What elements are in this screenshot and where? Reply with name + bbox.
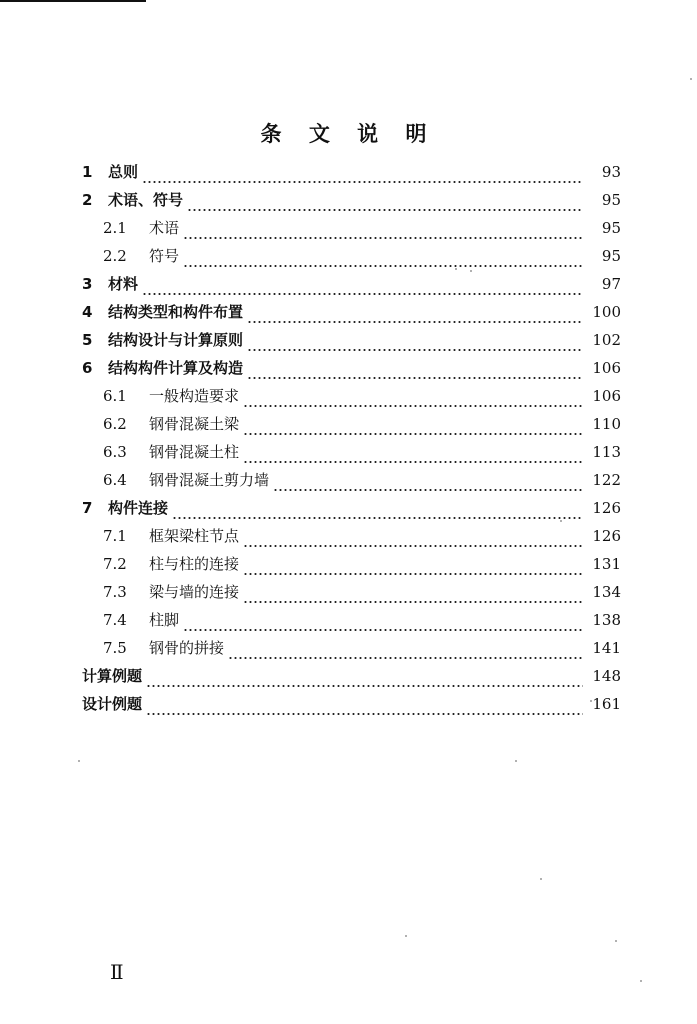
toc-entry-label: 设计例题 bbox=[82, 695, 143, 713]
toc-entry-page-number: 131 bbox=[592, 555, 621, 573]
toc-entry-page-number: 126 bbox=[592, 527, 621, 545]
toc-entry-page-number: 95 bbox=[601, 191, 621, 209]
dot-leader bbox=[183, 216, 583, 240]
toc-entry-number: 5 bbox=[82, 331, 93, 349]
dot-leader bbox=[146, 692, 583, 716]
toc-entry[interactable] bbox=[103, 580, 621, 604]
toc-entry-page-number: 141 bbox=[592, 639, 621, 657]
page-title: 条 文 说 明 bbox=[260, 122, 437, 146]
toc-entry-number: 7.1 bbox=[103, 527, 127, 545]
toc-entry-label: 钢骨混凝土柱 bbox=[149, 443, 240, 461]
dot-leader bbox=[247, 328, 583, 352]
dot-leader bbox=[146, 664, 583, 688]
toc-entry-label: 总则 bbox=[108, 163, 139, 181]
toc-entry[interactable] bbox=[82, 496, 621, 520]
dot-leader bbox=[243, 552, 583, 576]
toc-entry[interactable] bbox=[82, 328, 621, 352]
toc-entry-number: 7.2 bbox=[103, 555, 127, 573]
dot-leader bbox=[243, 440, 583, 464]
toc-entry-number: 7.4 bbox=[103, 611, 127, 629]
toc-entry-label: 构件连接 bbox=[108, 499, 169, 517]
toc-entry[interactable] bbox=[82, 160, 621, 184]
toc-entry-label: 结构构件计算及构造 bbox=[108, 359, 244, 377]
dot-leader bbox=[187, 188, 583, 212]
dot-leader bbox=[228, 636, 583, 660]
table-of-contents bbox=[0, 160, 697, 720]
toc-entry-page-number: 122 bbox=[592, 471, 621, 489]
dot-leader bbox=[243, 412, 583, 436]
toc-entry-label: 梁与墙的连接 bbox=[149, 583, 240, 601]
toc-entry-label: 钢骨混凝土剪力墙 bbox=[149, 471, 270, 489]
dot-leader bbox=[273, 468, 583, 492]
toc-entry-page-number: 102 bbox=[592, 331, 621, 349]
toc-entry-page-number: 95 bbox=[601, 247, 621, 265]
toc-entry-page-number: 110 bbox=[592, 415, 621, 433]
toc-entry-label: 框架梁柱节点 bbox=[149, 527, 240, 545]
dot-leader bbox=[243, 580, 583, 604]
top-rule bbox=[0, 0, 146, 2]
toc-entry[interactable] bbox=[103, 524, 621, 548]
toc-entry-number: 6.3 bbox=[103, 443, 127, 461]
toc-entry-page-number: 161 bbox=[592, 695, 621, 713]
dot-leader bbox=[183, 244, 583, 268]
toc-entry[interactable] bbox=[82, 188, 621, 212]
scan-speck bbox=[690, 78, 692, 80]
toc-entry-number: 7 bbox=[82, 499, 93, 517]
scan-speck bbox=[615, 940, 617, 942]
toc-entry-page-number: 106 bbox=[592, 387, 621, 405]
toc-entry-number: 7.5 bbox=[103, 639, 127, 657]
toc-entry[interactable] bbox=[103, 552, 621, 576]
scan-speck bbox=[455, 268, 457, 270]
toc-entry[interactable] bbox=[82, 272, 621, 296]
toc-entry-page-number: 100 bbox=[592, 303, 621, 321]
toc-entry[interactable] bbox=[103, 468, 621, 492]
dot-leader bbox=[183, 608, 583, 632]
scan-speck bbox=[470, 270, 472, 272]
toc-entry-label: 钢骨混凝土梁 bbox=[149, 415, 240, 433]
dot-leader bbox=[243, 524, 583, 548]
toc-entry-number: 6.1 bbox=[103, 387, 127, 405]
scan-speck bbox=[590, 700, 592, 702]
toc-entry-label: 一般构造要求 bbox=[149, 387, 240, 405]
toc-entry-label: 计算例题 bbox=[82, 667, 143, 685]
toc-entry[interactable] bbox=[82, 664, 621, 688]
toc-entry-page-number: 113 bbox=[592, 443, 621, 461]
toc-entry-number: 6.4 bbox=[103, 471, 127, 489]
scan-speck bbox=[560, 520, 562, 522]
toc-entry-page-number: 148 bbox=[592, 667, 621, 685]
scan-speck bbox=[640, 980, 642, 982]
toc-entry-page-number: 126 bbox=[592, 499, 621, 517]
toc-entry-label: 材料 bbox=[108, 275, 139, 293]
toc-entry-label: 结构类型和构件布置 bbox=[108, 303, 244, 321]
toc-entry-page-number: 106 bbox=[592, 359, 621, 377]
scan-speck bbox=[540, 878, 542, 880]
toc-entry-page-number: 138 bbox=[592, 611, 621, 629]
toc-entry[interactable] bbox=[103, 440, 621, 464]
toc-entry[interactable] bbox=[82, 356, 621, 380]
toc-entry-number: 1 bbox=[82, 163, 93, 181]
toc-entry[interactable] bbox=[103, 384, 621, 408]
toc-entry-number: 4 bbox=[82, 303, 93, 321]
toc-entry-page-number: 93 bbox=[601, 163, 621, 181]
toc-entry-label: 钢骨的拼接 bbox=[149, 639, 225, 657]
dot-leader bbox=[142, 272, 583, 296]
toc-entry-number: 3 bbox=[82, 275, 93, 293]
toc-entry-number: 7.3 bbox=[103, 583, 127, 601]
toc-entry[interactable] bbox=[82, 300, 621, 324]
scan-speck bbox=[515, 760, 517, 762]
toc-entry-number: 2 bbox=[82, 191, 93, 209]
toc-entry-label: 符号 bbox=[149, 247, 180, 265]
toc-entry[interactable] bbox=[82, 692, 621, 716]
toc-entry-label: 结构设计与计算原则 bbox=[108, 331, 244, 349]
toc-entry-label: 柱脚 bbox=[149, 611, 180, 629]
toc-entry-page-number: 134 bbox=[592, 583, 621, 601]
toc-entry-number: 2.2 bbox=[103, 247, 127, 265]
page-folio: Ⅱ bbox=[110, 960, 124, 984]
scan-speck bbox=[78, 760, 80, 762]
toc-entry[interactable] bbox=[103, 412, 621, 436]
toc-entry[interactable] bbox=[103, 244, 621, 268]
dot-leader bbox=[172, 496, 583, 520]
dot-leader bbox=[142, 160, 583, 184]
toc-entry-label: 术语、符号 bbox=[108, 191, 184, 209]
toc-entry-number: 6 bbox=[82, 359, 93, 377]
toc-entry[interactable] bbox=[103, 636, 621, 660]
dot-leader bbox=[243, 384, 583, 408]
toc-entry-number: 6.2 bbox=[103, 415, 127, 433]
toc-entry-page-number: 97 bbox=[601, 275, 621, 293]
scan-speck bbox=[405, 935, 407, 937]
dot-leader bbox=[247, 356, 583, 380]
dot-leader bbox=[247, 300, 583, 324]
toc-entry-page-number: 95 bbox=[601, 219, 621, 237]
toc-entry-label: 术语 bbox=[149, 219, 180, 237]
toc-entry-label: 柱与柱的连接 bbox=[149, 555, 240, 573]
toc-entry[interactable] bbox=[103, 608, 621, 632]
toc-entry[interactable] bbox=[103, 216, 621, 240]
toc-entry-number: 2.1 bbox=[103, 219, 127, 237]
